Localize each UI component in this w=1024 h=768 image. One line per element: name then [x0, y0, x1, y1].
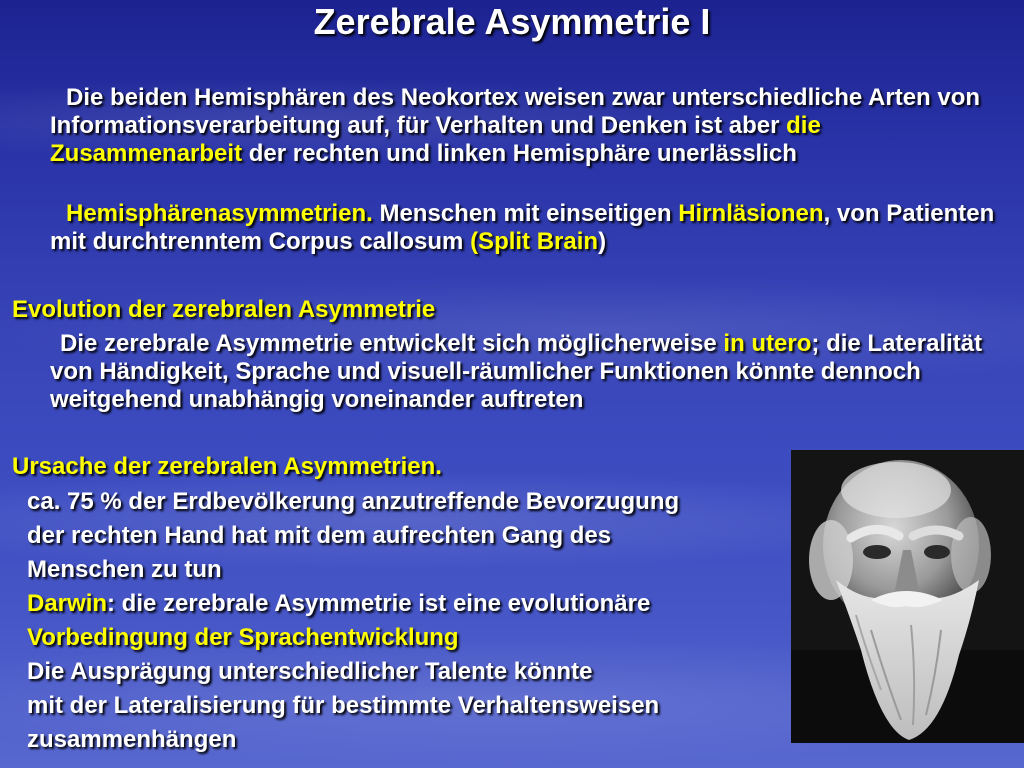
text-run: Menschen mit einseitigen [372, 200, 679, 227]
heading-ursache: Ursache der zerebralen Asymmetrien. [12, 453, 442, 480]
text-run: , von Patienten mit durchtrenntem Corpus callosum [50, 200, 995, 255]
text-line: Menschen zu tun [27, 556, 222, 583]
text-line: ca. 75 % der Erdbevölkerung anzutreffende Bevorzugung [27, 488, 680, 515]
text-run: Die beiden Hemisphären des Neokortex weisen zwar unterschiedliche Arten von Informationsverarbeitung auf, für Verhalten und Denken ist aber [50, 84, 981, 139]
text-line: Die Ausprägung unterschiedlicher Talente könnte [27, 658, 593, 685]
text-line: der rechten Hand hat mit dem aufrechten Gang des [27, 522, 612, 549]
text-line: zusammenhängen [27, 726, 237, 753]
text-run: Die zerebrale Asymmetrie entwickelt sich möglicherweise [60, 330, 724, 357]
text-run: ) [598, 228, 607, 255]
paragraph-evolution [50, 330, 1015, 414]
paragraph-asymmetries [50, 200, 1015, 256]
highlight-hirnlaesionen: Hirnläsionen [678, 200, 824, 227]
paragraph-hemispheres [50, 84, 1015, 168]
highlight-in-utero: in utero [723, 330, 812, 357]
darwin-portrait-image [791, 450, 1024, 743]
text-line: Vorbedingung der Sprachentwicklung [27, 624, 459, 651]
text-run: der rechten und linken Hemisphäre unerlässlich [242, 140, 797, 167]
highlight-split-brain: (Split Brain [470, 228, 599, 255]
highlight-hemispherenasymmetrien: Hemisphärenasymmetrien. [66, 200, 373, 227]
highlight-zusammenarbeit: die Zusammenarbeit [50, 112, 821, 167]
slide-title: Zerebrale Asymmetrie I [313, 1, 711, 42]
darwin-line [27, 590, 650, 618]
darwin-name: Darwin [27, 590, 108, 617]
text-run: : die zerebrale Asymmetrie ist eine evolutionäre [107, 590, 651, 617]
heading-evolution: Evolution der zerebralen Asymmetrie [12, 296, 436, 323]
darwin-portrait [791, 450, 1024, 743]
text-line: mit der Lateralisierung für bestimmte Verhaltensweisen [27, 692, 660, 719]
text-run: ; die Lateralität von Händigkeit, Sprache und visuell-räumlicher Funktionen könnte dennoch weitgehend unabhängig voneinander auftreten [50, 330, 983, 413]
